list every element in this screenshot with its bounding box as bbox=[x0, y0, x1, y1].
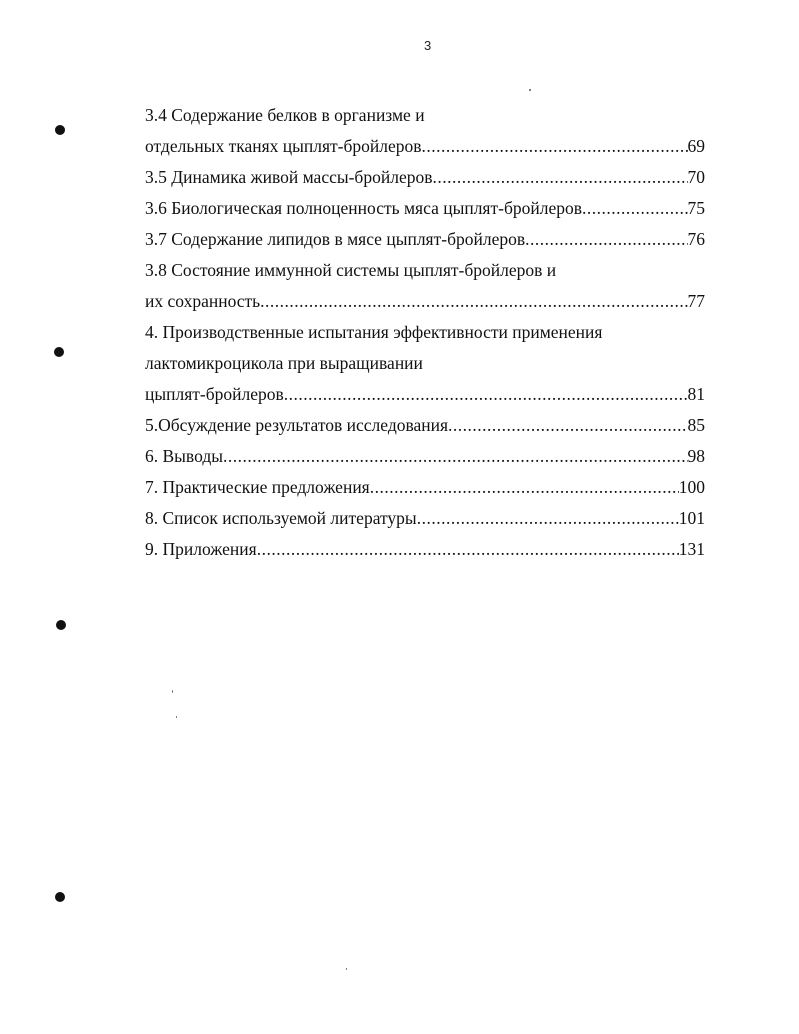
scan-speck bbox=[529, 89, 531, 91]
toc-entry bbox=[145, 534, 705, 565]
toc-entry-title: 3.5 Динамика живой массы-бройлеров bbox=[145, 167, 433, 187]
scan-speck bbox=[346, 968, 347, 970]
toc-entry-page: 98 bbox=[687, 446, 705, 466]
scan-speck bbox=[176, 716, 177, 718]
toc-entry bbox=[145, 255, 705, 286]
toc-entry bbox=[145, 441, 705, 472]
toc-entry-title: лактомикроцикола при выращивании bbox=[145, 353, 423, 373]
toc-entry-page: 85 bbox=[687, 415, 705, 435]
toc-entry bbox=[145, 100, 705, 131]
toc-entry-page: 70 bbox=[687, 167, 705, 187]
toc-entry bbox=[145, 162, 705, 193]
toc-entry-page: 131 bbox=[678, 539, 705, 559]
toc-leader-dots bbox=[223, 441, 688, 472]
toc-entry-page: 75 bbox=[687, 198, 705, 218]
toc-entry-title: 7. Практические предложения bbox=[145, 477, 370, 497]
toc-entry-title: 6. Выводы bbox=[145, 446, 223, 466]
toc-leader-dots bbox=[525, 224, 687, 255]
binder-hole-mark bbox=[55, 125, 65, 135]
toc-entry-page: 101 bbox=[678, 508, 705, 528]
toc-entry-title: 5.Обсуждение результатов исследования bbox=[145, 415, 449, 435]
toc-entry bbox=[145, 503, 705, 534]
toc-entry-page: 81 bbox=[687, 384, 705, 404]
toc-entry-title: отдельных тканях цыплят-бройлеров bbox=[145, 136, 422, 156]
toc-entry bbox=[145, 224, 705, 255]
toc-entry-page: 100 bbox=[678, 477, 705, 497]
toc-leader-dots bbox=[260, 286, 687, 317]
toc-leader-dots bbox=[257, 534, 679, 565]
page-number: 3 bbox=[424, 38, 432, 53]
toc-leader-dots bbox=[417, 503, 679, 534]
toc-entry-title: 3.4 Содержание белков в организме и bbox=[145, 105, 425, 125]
toc-leader-dots bbox=[422, 131, 688, 162]
toc-entry-page: 77 bbox=[687, 291, 705, 311]
toc-entry-title: цыплят-бройлеров bbox=[145, 384, 284, 404]
binder-hole-mark bbox=[55, 892, 65, 902]
toc-entry-title: 8. Список используемой литературы bbox=[145, 508, 417, 528]
toc-leader-dots bbox=[432, 162, 687, 193]
binder-hole-mark bbox=[56, 620, 66, 630]
toc-leader-dots bbox=[370, 472, 679, 503]
toc-entry-title: их сохранность bbox=[145, 291, 261, 311]
binder-hole-mark bbox=[54, 347, 64, 357]
toc-entry bbox=[145, 131, 705, 162]
scan-speck bbox=[172, 690, 173, 693]
toc-entry-title: 3.7 Содержание липидов в мясе цыплят-бройлеров bbox=[145, 229, 526, 249]
toc-entry bbox=[145, 317, 705, 348]
toc-entry-title: 4. Производственные испытания эффективности применения bbox=[145, 322, 603, 342]
toc-entry bbox=[145, 410, 705, 441]
toc-leader-dots bbox=[448, 410, 687, 441]
toc-entry bbox=[145, 348, 705, 379]
toc-entry bbox=[145, 379, 705, 410]
toc-entry bbox=[145, 193, 705, 224]
toc-entry-page: 69 bbox=[687, 136, 705, 156]
table-of-contents bbox=[145, 100, 705, 565]
toc-entry-page: 76 bbox=[687, 229, 705, 249]
toc-entry bbox=[145, 472, 705, 503]
toc-entry-title: 3.6 Биологическая полноценность мяса цыплят-бройлеров bbox=[145, 198, 582, 218]
toc-leader-dots bbox=[284, 379, 688, 410]
toc-entry-title: 9. Приложения bbox=[145, 539, 257, 559]
toc-leader-dots bbox=[582, 193, 688, 224]
toc-entry bbox=[145, 286, 705, 317]
toc-entry-title: 3.8 Состояние иммунной системы цыплят-бройлеров и bbox=[145, 260, 557, 280]
